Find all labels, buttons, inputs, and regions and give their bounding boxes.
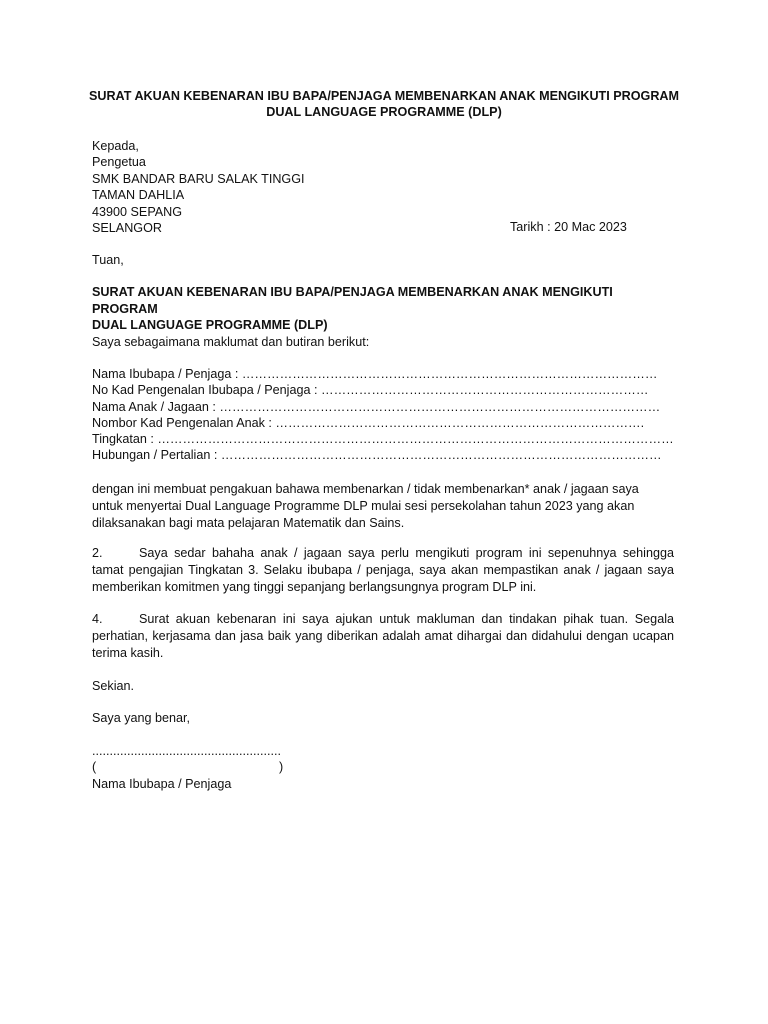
signature-name-brackets [92,759,392,775]
address-line: Pengetua [92,155,146,170]
field-relationship: Hubungan / Pertalian : …………………………………………………………………………………………… [92,448,662,463]
document-title [60,88,708,120]
document-title-line-1: SURAT AKUAN KEBENARAN IBU BAPA/PENJAGA MEMBENARKAN ANAK MENGIKUTI PROGRAM [88,89,680,103]
paragraph-3-number: 4. [92,612,103,626]
subject-line-2: DUAL LANGUAGE PROGRAMME (DLP) [92,318,328,332]
paragraph-1-line: dilaksanakan bagi mata pelajaran Matematik dan Sains. [92,515,405,530]
address-to: Kepada, [92,139,139,153]
paragraph-1-line: untuk menyertai Dual Language Programme DLP mulai sesi persekolahan tahun 2023 yang akan [92,498,635,513]
document-title-line-2: DUAL LANGUAGE PROGRAMME (DLP) [266,105,502,119]
letter-date: Tarikh : 20 Mac 2023 [510,220,627,234]
paragraph-2 [92,545,674,595]
sign-off: Saya yang benar, [92,711,191,725]
field-child-ic: Nombor Kad Pengenalan Anak : ……………………………………………………………………………. [92,415,645,430]
signature-name-label: Nama Ibubapa / Penjaga [92,776,232,791]
address-line: SMK BANDAR BARU SALAK TINGGI [92,171,305,186]
address-line: TAMAN DAHLIA [92,188,185,203]
address-line: 43900 SEPANG [92,204,183,219]
field-parent-ic: No Kad Pengenalan Ibubapa / Penjaga : …………………………………………………………………… [92,383,649,398]
salutation: Tuan, [92,253,124,267]
detail-fields [92,366,674,464]
subject-line-1: SURAT AKUAN KEBENARAN IBU BAPA/PENJAGA MEMBENARKAN ANAK MENGIKUTI PROGRAM [92,285,613,316]
field-parent-name: Nama Ibubapa / Penjaga : ……………………………………………………………………………………… [92,367,658,381]
letter-subject [92,284,682,334]
paragraph-3-text: Surat akuan kebenaran ini saya ajukan untuk makluman dan tindakan pihak tuan. Segala perhatian, kerjasama dan jasa baik yang diberikan adalah amat dihargai dan didahului dengan ucapan terima kasih. [92,612,674,660]
field-form: Tingkatan : …………………………………………………………………………………………………………… [92,432,674,447]
signature-line: ...................................................... [92,744,281,758]
paren-open: ( [92,760,97,775]
recipient-address [92,138,305,236]
field-child-name: Nama Anak / Jagaan : …………………………………………………………………………………………… [92,399,661,414]
closing: Sekian. [92,679,135,693]
paragraph-1 [92,481,674,531]
intro-text: Saya sebagaimana maklumat dan butiran berikut: [92,335,370,349]
paragraph-2-number: 2. [92,546,103,560]
paren-close: ) [279,760,284,775]
paragraph-3 [92,611,674,661]
address-line: SELANGOR [92,220,162,235]
paragraph-2-text: Saya sedar bahaha anak / jagaan saya perlu mengikuti program ini sepenuhnya sehingga tamat pengajian Tingkatan 3. Selaku ibubapa / penjaga, saya akan mempastikan anak / jagaan saya memberikan komitmen yang tinggi sepanjang berlangsungnya program DLP ini. [92,546,674,594]
paragraph-1-line: dengan ini membuat pengakuan bahawa membenarkan / tidak membenarkan* anak / jagaan saya [92,482,639,496]
signature-block [92,743,392,792]
